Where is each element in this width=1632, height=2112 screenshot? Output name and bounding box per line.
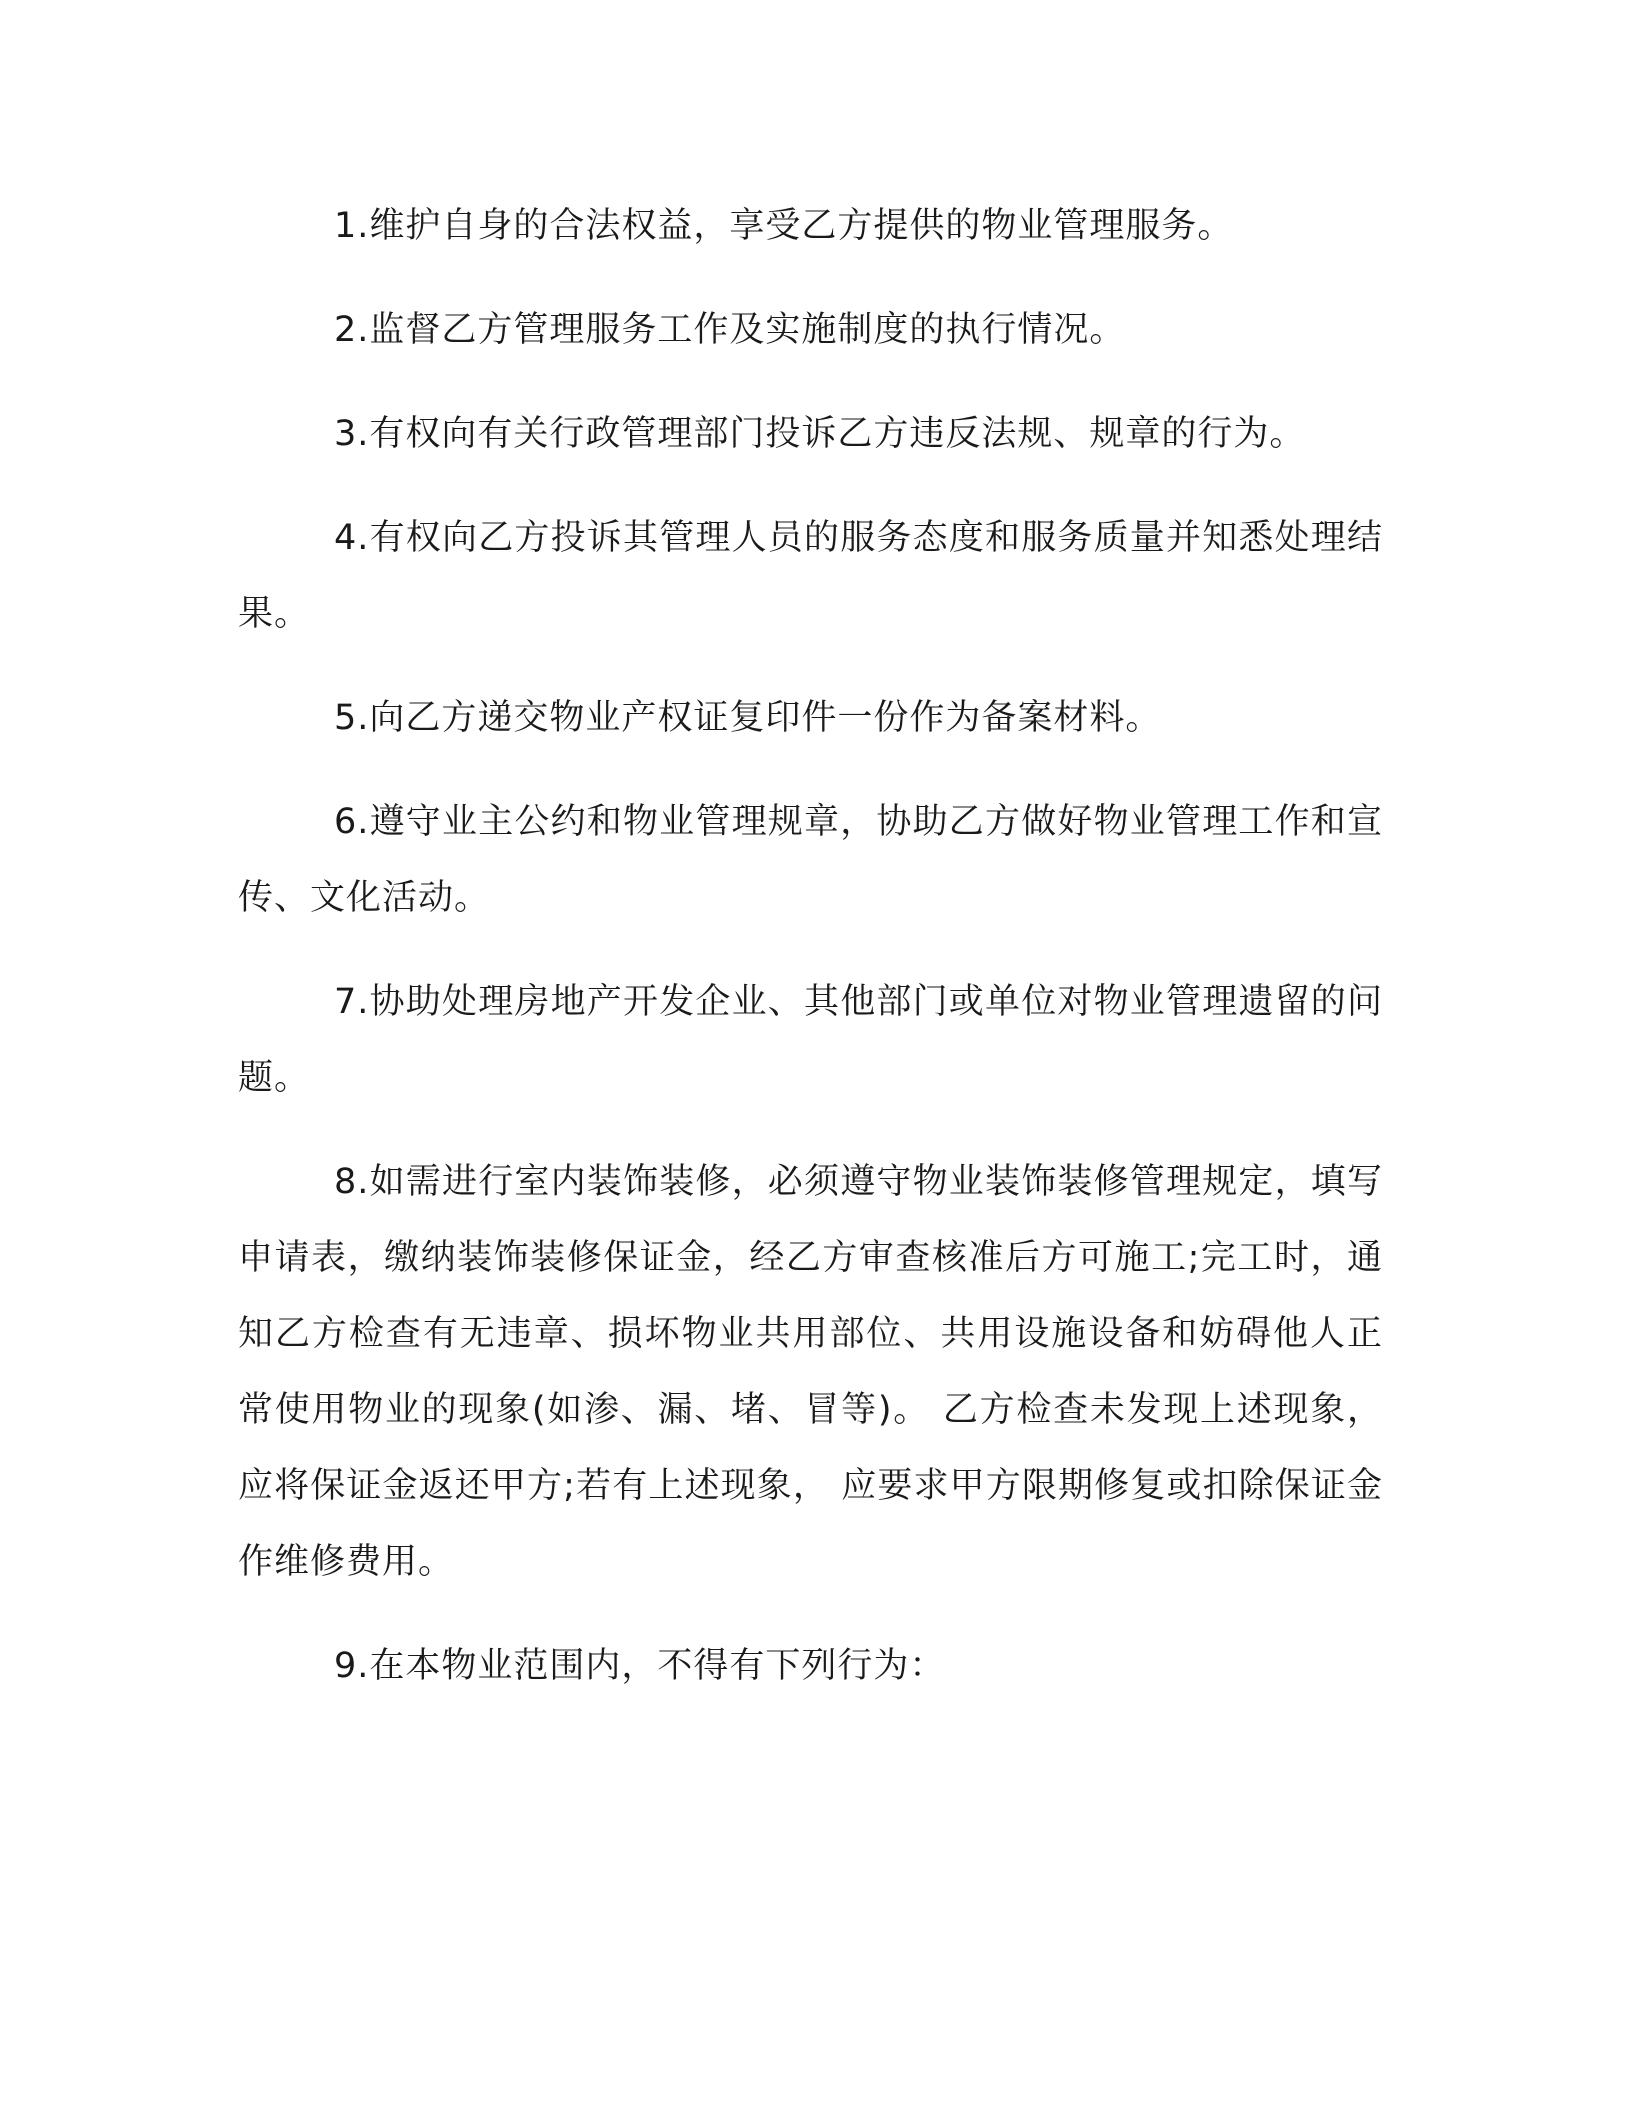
paragraph-2: 2.监督乙方管理服务工作及实施制度的执行情况。 [334,310,1126,350]
paragraph-1: 1.维护自身的合法权益，享受乙方提供的物业管理服务。 [334,206,1234,246]
paragraph-6: 6.遵守业主公约和物业管理规章，协助乙方做好物业管理工作和宣传、文化活动。 [238,802,1383,918]
paragraph-3: 3.有权向有关行政管理部门投诉乙方违反法规、规章的行为。 [334,414,1306,454]
paragraph-8: 8.如需进行室内装饰装修，必须遵守物业装饰装修管理规定，填写申请表，缴纳装饰装修保证金，经乙方审查核准后方可施工;完工时，通知乙方检查有无违章、损坏物业共用部位、共用设施设备和妨碍他人正常使用物业的现象(如渗、漏、堵、冒等)。 乙方检查未发现上述现象，应将保证金返还甲方;若有上述现象， 应要求甲方限期修复或扣除保证金作维修费用。 [238,1162,1383,1582]
paragraph-5: 5.向乙方递交物业产权证复印件一份作为备案材料。 [334,698,1162,738]
paragraph-7: 7.协助处理房地产开发企业、其他部门或单位对物业管理遗留的问题。 [238,982,1383,1098]
document-body [238,188,1383,1704]
paragraph-4: 4.有权向乙方投诉其管理人员的服务态度和服务质量并知悉处理结果。 [238,518,1383,634]
paragraph-9: 9.在本物业范围内，不得有下列行为： [334,1646,946,1686]
